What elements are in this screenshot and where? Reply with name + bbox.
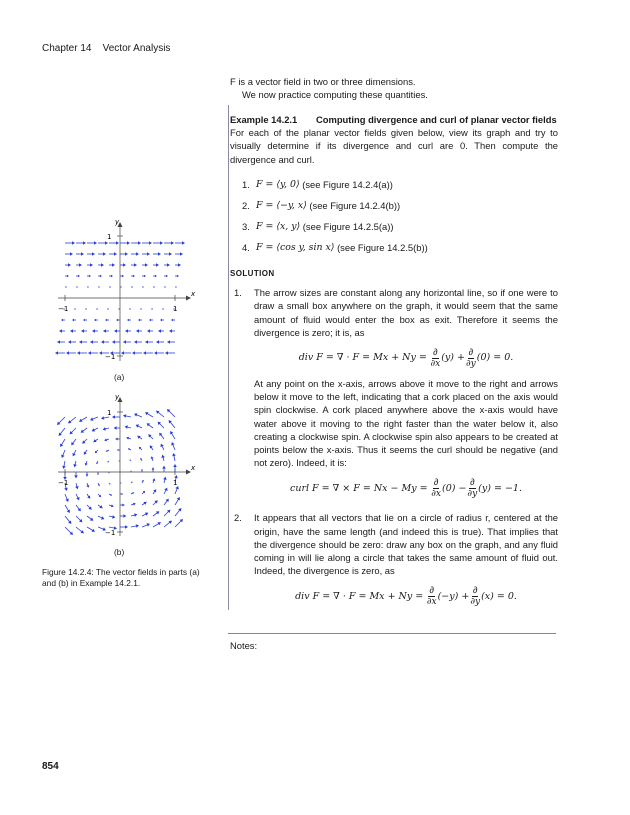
example-body: For each of the planar vector fields given below, view its graph and try to visually determine if its divergence and curl are 0. Then compute the divergence and curl. (230, 127, 558, 165)
field-arrow-head (78, 508, 81, 511)
field-arrow-head (132, 351, 135, 355)
field-arrow-head (172, 453, 176, 456)
problem-field: F = ⟨y, 0⟩ (256, 178, 300, 190)
field-arrow-shaft (65, 516, 70, 523)
partial-y: $\frac{\partial}{\partial y}$ (465, 346, 476, 369)
field-arrow-head (114, 252, 117, 256)
field-arrow-head (109, 473, 110, 474)
field-arrow-head (105, 241, 108, 245)
field-arrow-head (127, 319, 129, 321)
field-arrow-head (112, 415, 115, 419)
field-arrow-head (85, 308, 86, 309)
field-arrow-head (167, 340, 170, 344)
field-arrow-head (74, 475, 78, 478)
field-arrow-head (161, 455, 164, 458)
field-arrow-head (83, 319, 85, 321)
field-arrow-head (160, 319, 162, 321)
partial-y: $\frac{\partial}{\partial y}$ (470, 584, 481, 607)
example-label: Example 14.2.1 (230, 114, 298, 125)
vector-field-plot-b (50, 390, 195, 540)
field-arrow-head (61, 319, 63, 321)
field-arrow-head (127, 241, 130, 245)
field-arrow-shaft (170, 421, 175, 428)
field-arrow-head (136, 329, 139, 333)
page-number: 854 (42, 761, 59, 772)
field-arrow-head (125, 425, 128, 428)
tick-label: −1 (105, 353, 116, 361)
tick-label: 1 (173, 479, 178, 487)
intro-line-1: F is a vector field in two or three dimensions. (230, 76, 416, 87)
field-arrow-head (94, 319, 96, 321)
field-arrow-head (154, 351, 157, 355)
field-arrow-head (144, 275, 146, 277)
field-arrow-head (156, 511, 159, 514)
field-arrow-head (115, 438, 117, 441)
problem-item: 4. F = ⟨cos y, sin x⟩ (see Figure 14.2.5(b)) (242, 241, 428, 253)
field-arrow-head (134, 513, 137, 516)
field-arrow-shaft (69, 417, 76, 422)
tick-label: 1 (107, 233, 112, 241)
partial-x: $\frac{\partial}{\partial x}$ (431, 476, 441, 499)
field-arrow-head (151, 308, 152, 309)
field-arrow-head (125, 252, 128, 256)
field-arrow-head (77, 351, 80, 355)
field-arrow-head (71, 442, 74, 445)
field-arrow-head (177, 275, 179, 277)
field-arrow-head (55, 351, 58, 355)
example-box (230, 113, 558, 262)
field-arrow-head (147, 252, 150, 256)
solution-1-para-1: The arrow sizes are constant along any horizontal line, so if one were to draw a small box anywhere on the graph, it would seem that the same amount of fluid would enter the box as exit. Therefore it seems the divergence is zero; it is, as (254, 287, 558, 338)
notes-label: Notes: (230, 640, 258, 651)
field-arrow-head (122, 275, 124, 277)
field-arrow-shaft (157, 412, 164, 417)
field-arrow-head (101, 263, 104, 267)
field-arrow-head (101, 416, 104, 420)
chapter-label: Chapter 14 (42, 43, 92, 54)
field-arrow-head (140, 308, 141, 309)
field-arrow-head (133, 275, 135, 277)
field-arrow-head (166, 499, 169, 502)
field-arrow-head (77, 286, 78, 287)
field-arrow-head (118, 308, 119, 309)
solution-item-2: 2. It appears that all vectors that lie on a circle of radius r, centered at the origin, have the same length (and indeed this is true). That implies that the divergence should be zero: draw any box on the graph, and any fluid coming in will lie along a circle that takes the same amount of fluid out. Indeed, the divergence is zero, as div F = ∇ · F = Mx + Ny = $\frac{\partial}{\partial x}$ (−y) + $\frac{\partial}{\partial y}$ (x) = 0. (230, 511, 558, 615)
field-arrow-head (125, 525, 128, 529)
field-arrow-head (90, 340, 93, 344)
tick-label: 1 (107, 409, 112, 417)
field-arrow-head (68, 263, 71, 267)
field-arrow-head (143, 351, 146, 355)
sublabel-a: (a) (114, 372, 125, 382)
field-arrow-head (72, 319, 74, 321)
field-arrow-head (165, 351, 168, 355)
field-arrow-head (92, 329, 95, 333)
field-arrow-head (81, 252, 84, 256)
field-arrow-head (96, 308, 97, 309)
field-arrow-head (121, 286, 122, 287)
problem-ref: (see Figure 14.2.4(a)) (302, 178, 393, 190)
tick-label: −1 (105, 529, 116, 537)
field-arrow-head (176, 286, 177, 287)
field-arrow-head (138, 319, 140, 321)
solution-2-para-1: It appears that all vectors that lie on a circle of radius r, centered at the origin, have the same length (and indeed this is true). That implies that the divergence should be zero: draw any box on the graph, and any fluid coming in will lie along a circle that takes the same amount of fluid out. Indeed, the divergence is zero, as (254, 512, 558, 577)
vector-field-plot-a (50, 215, 195, 365)
running-header (42, 43, 170, 54)
tick-label: −1 (58, 479, 69, 487)
field-arrow-head (171, 241, 174, 245)
field-arrow-head (173, 464, 177, 467)
problem-field: F = ⟨−y, x⟩ (256, 199, 307, 211)
field-arrow-head (88, 351, 91, 355)
field-arrow-head (68, 340, 71, 344)
field-arrow-head (167, 263, 170, 267)
field-arrow-head (125, 329, 128, 333)
field-arrow-head (99, 351, 102, 355)
figure-caption: Figure 14.2.4: The vector fields in parts (a) and (b) in Example 14.2.1. (42, 567, 200, 589)
problem-ref: (see Figure 14.2.5(b)) (337, 241, 428, 253)
field-arrow-head (158, 329, 161, 333)
field-arrow-head (138, 241, 141, 245)
field-arrow-head (171, 319, 173, 321)
field-arrow-head (145, 340, 148, 344)
field-arrow-head (162, 466, 166, 469)
field-arrow-head (141, 469, 143, 471)
field-arrow-head (156, 263, 159, 267)
field-arrow-head (174, 475, 178, 478)
field-arrow-head (117, 449, 119, 451)
problem-field: F = ⟨x, y⟩ (256, 220, 301, 232)
field-arrow-head (123, 263, 126, 267)
field-arrow-head (123, 340, 126, 344)
field-arrow-head (169, 252, 172, 256)
field-arrow-head (145, 263, 148, 267)
problem-item: 3. F = ⟨x, y⟩ (see Figure 14.2.5(a)) (242, 220, 394, 232)
field-arrow-head (165, 286, 166, 287)
problem-ref: (see Figure 14.2.5(a)) (302, 220, 394, 232)
intro-line-2: We now practice computing these quantities. (242, 89, 428, 101)
tick-label: −1 (58, 305, 69, 313)
notes-rule (228, 633, 556, 634)
field-arrow-head (112, 515, 115, 518)
field-arrow-head (122, 493, 124, 495)
field-arrow-head (100, 275, 102, 277)
field-arrow-head (134, 263, 137, 267)
field-arrow-head (67, 275, 69, 277)
field-arrow-head (163, 477, 166, 480)
field-arrow-head (112, 340, 115, 344)
field-arrow-head (114, 426, 117, 430)
axis-y-label: y (115, 218, 120, 226)
main-column (230, 75, 558, 101)
field-arrow-head (162, 308, 163, 309)
field-arrow-head (81, 430, 84, 433)
axis-y-label: y (115, 393, 120, 401)
field-arrow-head (64, 488, 68, 491)
solution-heading: SOLUTION (230, 269, 275, 278)
field-arrow-head (116, 241, 119, 245)
field-arrow-head (88, 286, 89, 287)
field-arrow-head (131, 470, 132, 471)
field-arrow-head (132, 286, 133, 287)
field-arrow-head (180, 252, 183, 256)
field-arrow-shaft (164, 522, 171, 527)
field-arrow-head (62, 466, 66, 469)
field-arrow-head (169, 329, 172, 333)
field-arrow-head (66, 286, 67, 287)
field-arrow-head (147, 329, 150, 333)
field-arrow-head (89, 275, 91, 277)
field-arrow-head (90, 263, 93, 267)
field-arrow-head (101, 340, 104, 344)
example-title (230, 113, 558, 126)
problem-list (230, 178, 558, 262)
field-arrow-shaft (168, 410, 175, 417)
field-arrow-head (79, 263, 82, 267)
field-arrow-head (129, 308, 130, 309)
partial-y: $\frac{\partial}{\partial y}$ (467, 476, 478, 499)
field-arrow-head (86, 474, 89, 476)
field-arrow-head (160, 241, 163, 245)
field-arrow-head (103, 252, 106, 256)
field-arrow-head (110, 286, 111, 287)
field-arrow-head (70, 252, 73, 256)
chapter-title: Vector Analysis (102, 43, 171, 54)
field-arrow-head (112, 263, 115, 267)
field-arrow-head (178, 263, 181, 267)
field-arrow-head (114, 329, 117, 333)
field-arrow-head (70, 329, 73, 333)
field-arrow-head (121, 483, 122, 484)
field-arrow-head (103, 329, 106, 333)
field-arrow-head (143, 286, 144, 287)
field-arrow-shaft (175, 520, 182, 527)
field-arrow-head (116, 319, 118, 321)
equation-div-2: div F = ∇ · F = Mx + Ny = $\frac{\partial}{\partial x}$ (−y) + $\frac{\partial}{\partial y}$ (x) = 0. (295, 584, 517, 607)
field-arrow-head (149, 241, 152, 245)
field-arrow-head (152, 467, 155, 469)
field-arrow-head (147, 423, 150, 426)
field-arrow-shaft (175, 509, 180, 516)
solution-item-1: 1. The arrow sizes are constant along any horizontal line, so if one were to draw a small box anywhere on the graph, it would seem that the same amount of fluid would enter the box as exit. Therefore it seems the divergence is zero; it is, as div F = ∇ · F = Mx + Ny = $\frac{\partial}{\partial x}$ (y) + $\frac{\partial}{\partial y}$ (0) = 0. At any point on the x-axis, arrows above it move to the right and arrows below it move to the left, indicating that a cork placed on the axis would spin clockwise. A cork placed anywhere above the x-axis would have water above it moving to the right faster than the water below it, also creating a clockwise spin. A clockwise spin also appears to be created at points below the x-axis. Thus it seems the curl should be negative (and not zero). Indeed, it is: curl F = ∇ × F = Nx − My = $\frac{\partial}{\partial x}$ (0) − $\frac{\partial}{\partial y}$ (y) = −1. (230, 286, 558, 507)
field-arrow-head (81, 329, 84, 333)
axis-x-label: x (191, 464, 195, 472)
problem-field: F = ⟨cos y, sin x⟩ (256, 241, 335, 253)
field-arrow-head (123, 514, 126, 518)
field-arrow-shaft (76, 527, 83, 532)
field-arrow-head (159, 433, 162, 436)
field-arrow-head (72, 241, 75, 245)
field-arrow-head (154, 286, 155, 287)
field-arrow-head (166, 275, 168, 277)
problem-item: 1. F = ⟨y, 0⟩ (see Figure 14.2.4(a)) (242, 178, 393, 190)
field-arrow-head (136, 252, 139, 256)
field-arrow-head (182, 241, 185, 245)
field-arrow-head (111, 275, 113, 277)
field-arrow-head (103, 427, 106, 430)
field-arrow-shaft (58, 417, 65, 424)
problem-ref: (see Figure 14.2.4(b)) (309, 199, 401, 211)
partial-x: $\frac{\partial}{\partial x}$ (426, 584, 437, 607)
field-arrow-head (136, 524, 139, 528)
field-arrow-head (121, 351, 124, 355)
field-arrow-head (75, 486, 78, 489)
field-arrow-head (94, 241, 97, 245)
field-arrow-head (74, 308, 75, 309)
field-arrow-head (158, 252, 161, 256)
field-arrow-head (122, 504, 124, 507)
field-arrow-head (118, 461, 119, 462)
axis-x-label: x (191, 290, 195, 298)
field-arrow-shaft (60, 428, 65, 435)
field-arrow-head (149, 319, 151, 321)
sublabel-b: (b) (114, 547, 125, 557)
partial-x: $\frac{\partial}{\partial x}$ (430, 346, 441, 369)
field-arrow-head (107, 308, 108, 309)
field-arrow-head (99, 286, 100, 287)
field-arrow-head (78, 275, 80, 277)
field-arrow-head (90, 518, 93, 521)
field-arrow-head (59, 329, 62, 333)
field-arrow-head (57, 340, 60, 344)
equation-curl-1: curl F = ∇ × F = Nx − My = $\frac{\partial}{\partial x}$ (0) − $\frac{\partial}{\partial y}$ (y) = −1. (290, 476, 522, 499)
field-arrow-head (92, 252, 95, 256)
tick-label: 1 (173, 305, 178, 313)
field-arrow-head (66, 351, 69, 355)
field-arrow-head (155, 275, 157, 277)
field-arrow-head (123, 414, 126, 418)
field-arrow-head (156, 340, 159, 344)
field-arrow-head (79, 340, 82, 344)
field-arrow-head (97, 474, 99, 476)
solution-1-para-2: At any point on the x-axis, arrows above it move to the right and arrows below it move to the left, indicating that a cork placed on the axis would spin clockwise. A cork placed anywhere above the x-axis would have water above it moving to the right faster than the water below it, also creating a clockwise spin. A clockwise spin also appears to be created at points below the x-axis. Thus it seems the curl should be negative (and not zero). Indeed, it is: (254, 378, 558, 469)
margin-rule (228, 105, 229, 610)
field-arrow-shaft (65, 527, 72, 534)
field-arrow-head (105, 319, 107, 321)
field-arrow-head (83, 241, 86, 245)
field-arrow-head (73, 464, 76, 467)
field-arrow-head (134, 340, 137, 344)
equation-div-1: div F = ∇ · F = Mx + Ny = $\frac{\partial}{\partial x}$ (y) + $\frac{\partial}{\partial y}$ (0) = 0. (298, 346, 514, 369)
example-heading: Computing divergence and curl of planar vector fields (316, 114, 557, 125)
problem-item: 2. F = ⟨−y, x⟩ (see Figure 14.2.4(b)) (242, 199, 401, 211)
solution-list (230, 286, 558, 615)
solution-section (230, 267, 558, 615)
